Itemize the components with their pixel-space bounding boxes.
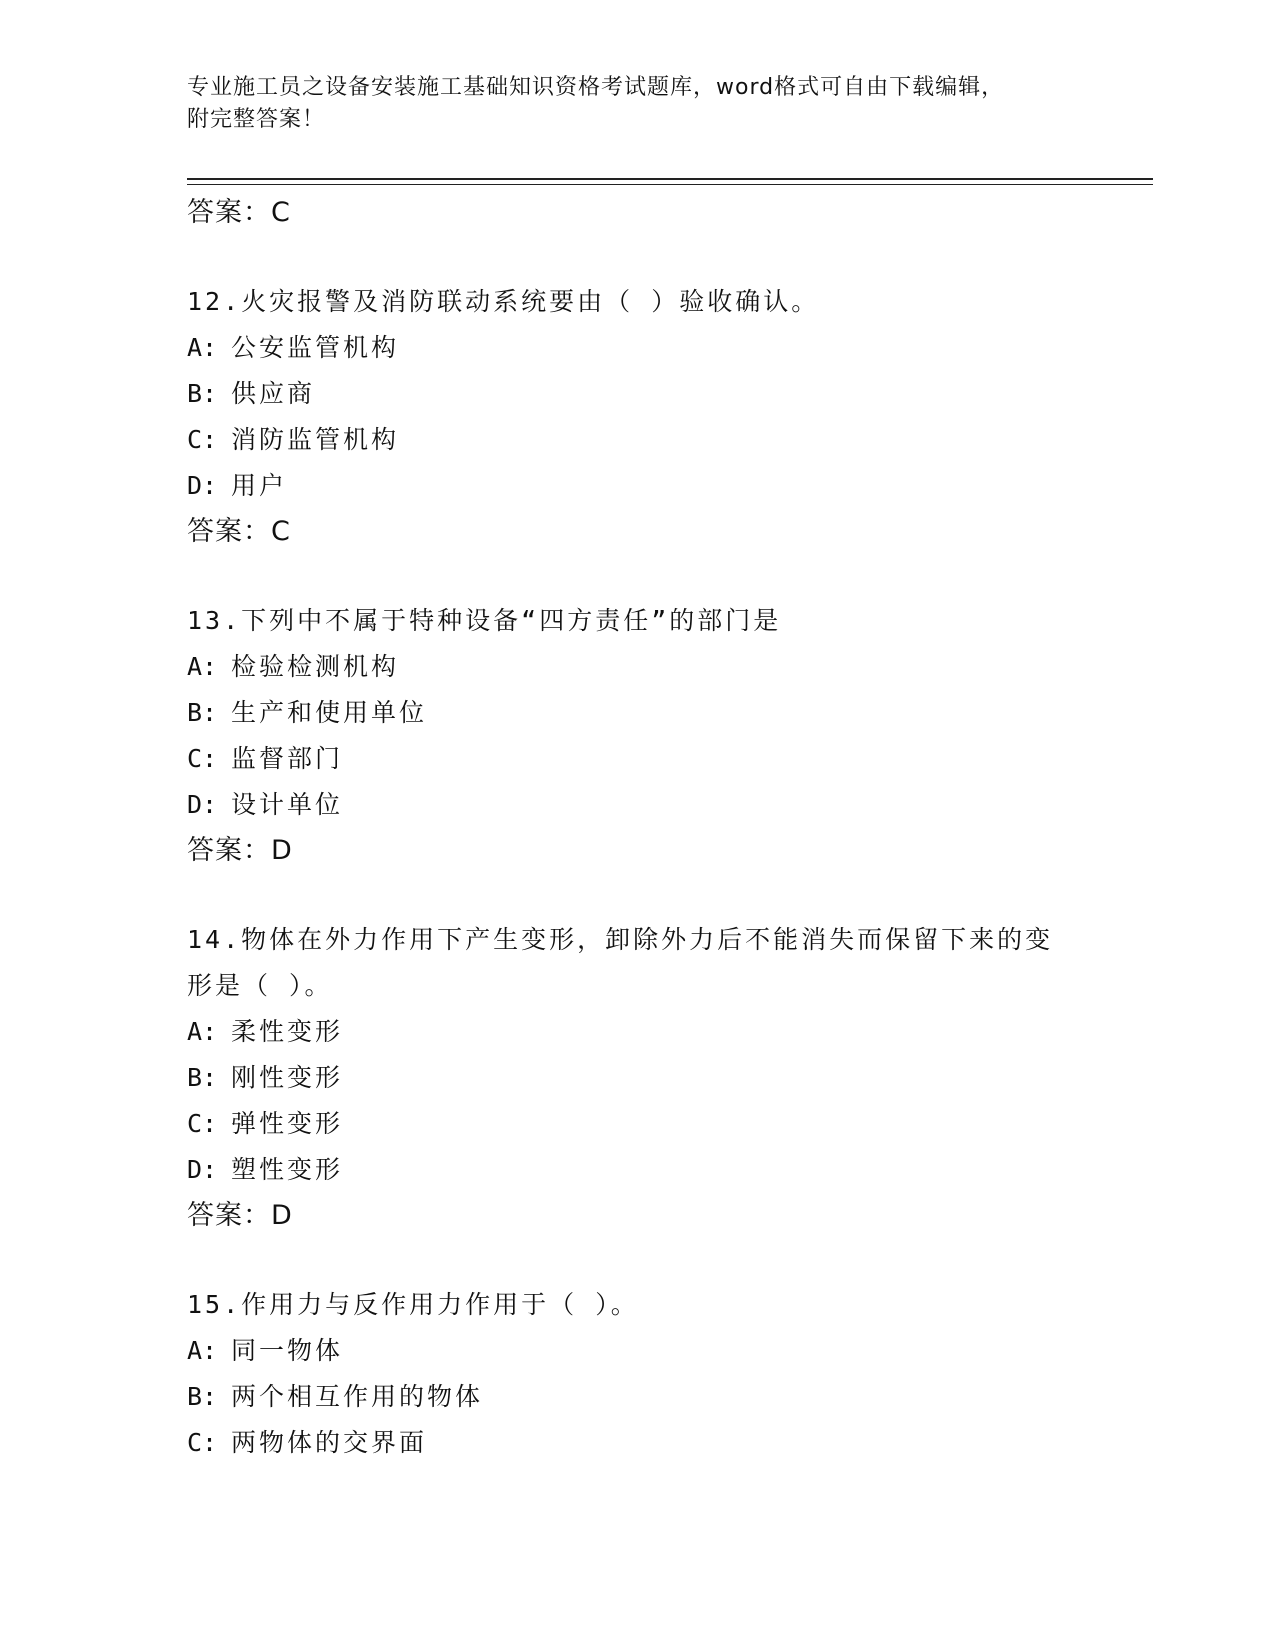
question-block-13: [187, 598, 1087, 873]
option-text: 供应商: [231, 379, 316, 408]
question-block-15: [187, 1282, 1087, 1466]
option-text: 用户: [231, 471, 288, 500]
option-letter: C:: [187, 1109, 218, 1138]
option-c: [187, 736, 1087, 782]
option-d: [187, 1147, 1087, 1193]
option-c: [187, 417, 1087, 463]
option-text: 设计单位: [231, 790, 344, 819]
option-letter: B:: [187, 698, 218, 727]
option-b: [187, 1374, 1087, 1420]
question-text: [187, 279, 1087, 325]
option-c: [187, 1101, 1087, 1147]
option-letter: A:: [187, 652, 218, 681]
option-letter: A:: [187, 1336, 218, 1365]
option-text: 柔性变形: [231, 1017, 344, 1046]
question-line-2: 形是（ ）。: [187, 971, 333, 1000]
option-letter: B:: [187, 379, 218, 408]
option-letter: B:: [187, 1382, 218, 1411]
option-letter: B:: [187, 1063, 218, 1092]
question-block-14: [187, 917, 1087, 1238]
option-c: [187, 1420, 1087, 1466]
previous-answer: 答案：C: [187, 197, 291, 228]
option-a: [187, 1328, 1087, 1374]
header-divider-thin: [187, 184, 1153, 185]
option-letter: A:: [187, 1017, 218, 1046]
option-text: 生产和使用单位: [231, 698, 428, 727]
option-letter: A:: [187, 333, 218, 362]
option-letter: C:: [187, 425, 218, 454]
option-text: 两物体的交界面: [231, 1428, 428, 1457]
option-text: 公安监管机构: [231, 333, 400, 362]
option-letter: C:: [187, 1428, 218, 1457]
option-letter: D:: [187, 471, 218, 500]
option-b: [187, 1055, 1087, 1101]
question-list: [187, 190, 1087, 1466]
question-text: [187, 598, 1087, 644]
option-text: 刚性变形: [231, 1063, 344, 1092]
answer-line: 答案：D: [187, 1200, 293, 1231]
question-block-12: [187, 279, 1087, 554]
document-header: [187, 72, 1087, 136]
question-line-1: 15.作用力与反作用力作用于（ ）。: [187, 1290, 639, 1319]
option-letter: D:: [187, 1155, 218, 1184]
option-text: 塑性变形: [231, 1155, 344, 1184]
option-text: 消防监管机构: [231, 425, 400, 454]
question-line-1: 12.火灾报警及消防联动系统要由（ ）验收确认。: [187, 287, 820, 316]
option-text: 监督部门: [231, 744, 344, 773]
option-text: 同一物体: [231, 1336, 344, 1365]
option-a: [187, 325, 1087, 371]
option-d: [187, 463, 1087, 509]
option-letter: D:: [187, 790, 218, 819]
option-text: 弹性变形: [231, 1109, 344, 1138]
question-line-1: 13.下列中不属于特种设备“四方责任”的部门是: [187, 606, 782, 635]
option-a: [187, 644, 1087, 690]
question-text: [187, 1282, 1087, 1328]
option-letter: C:: [187, 744, 218, 773]
question-line-1: 14.物体在外力作用下产生变形，卸除外力后不能消失而保留下来的变: [187, 925, 1054, 954]
question-text: [187, 917, 1087, 1009]
option-text: 两个相互作用的物体: [231, 1382, 484, 1411]
answer-line: 答案：D: [187, 835, 293, 866]
option-text: 检验检测机构: [231, 652, 400, 681]
option-b: [187, 690, 1087, 736]
option-d: [187, 782, 1087, 828]
option-a: [187, 1009, 1087, 1055]
header-line-2: 附完整答案！: [187, 107, 326, 132]
answer-line: 答案：C: [187, 516, 291, 547]
header-divider-thick: [187, 178, 1153, 180]
header-line-1: 专业施工员之设备安装施工基础知识资格考试题库，word格式可自由下载编辑，: [187, 75, 1005, 100]
option-b: [187, 371, 1087, 417]
